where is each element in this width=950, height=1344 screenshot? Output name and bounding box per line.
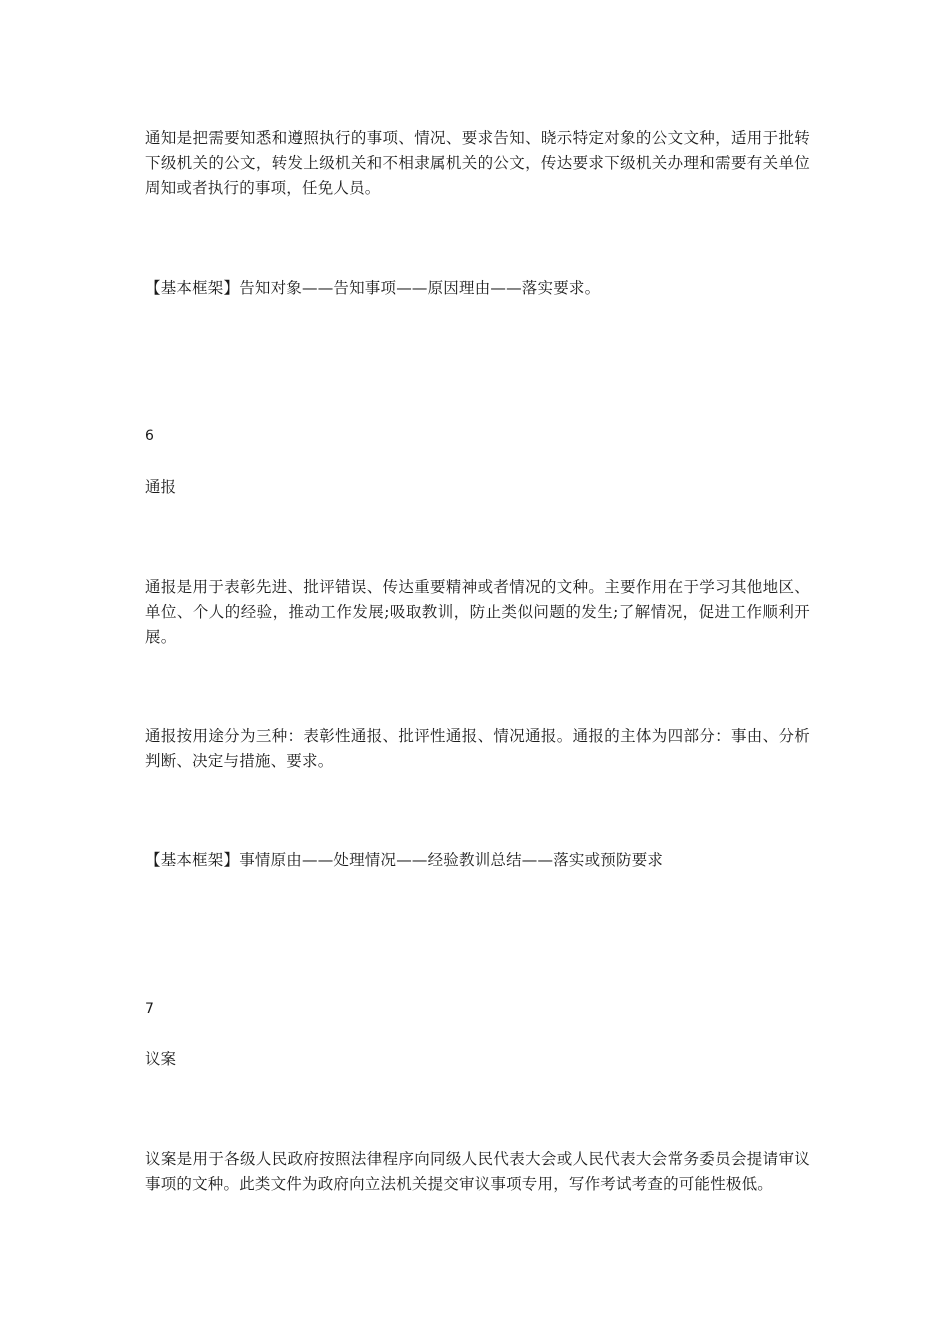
- paragraph-tongbao-definition: 通报是用于表彰先进、批评错误、传达重要精神或者情况的文种。主要作用在于学习其他地区、单位、个人的经验，推动工作发展;吸取教训，防止类似问题的发生;了解情况，促进工作顺利开展。: [145, 578, 810, 646]
- paragraph-tongbao-framework: 【基本框架】事情原由——处理情况——经验教训总结——落实或预防要求: [145, 851, 664, 869]
- section-title-tongbao: 通报: [145, 478, 177, 496]
- paragraph-yian-definition: 议案是用于各级人民政府按照法律程序向同级人民代表大会或人民代表大会常务委员会提请审议事项的文种。此类文件为政府向立法机关提交审议事项专用，写作考试考查的可能性极低。: [145, 1150, 810, 1193]
- section-number-6: 6: [145, 428, 154, 444]
- paragraph-notice-framework: 【基本框架】告知对象——告知事项——原因理由——落实要求。: [145, 279, 601, 297]
- paragraph-notice-definition: 通知是把需要知悉和遵照执行的事项、情况、要求告知、晓示特定对象的公文文种，适用于批转下级机关的公文，转发上级机关和不相隶属机关的公文，传达要求下级机关办理和需要有关单位周知或者执行的事项，任免人员。: [145, 129, 810, 197]
- section-number-7: 7: [145, 1001, 154, 1017]
- paragraph-tongbao-types: 通报按用途分为三种：表彰性通报、批评性通报、情况通报。通报的主体为四部分：事由、分析判断、决定与措施、要求。: [145, 727, 810, 770]
- section-title-yian: 议案: [145, 1050, 177, 1068]
